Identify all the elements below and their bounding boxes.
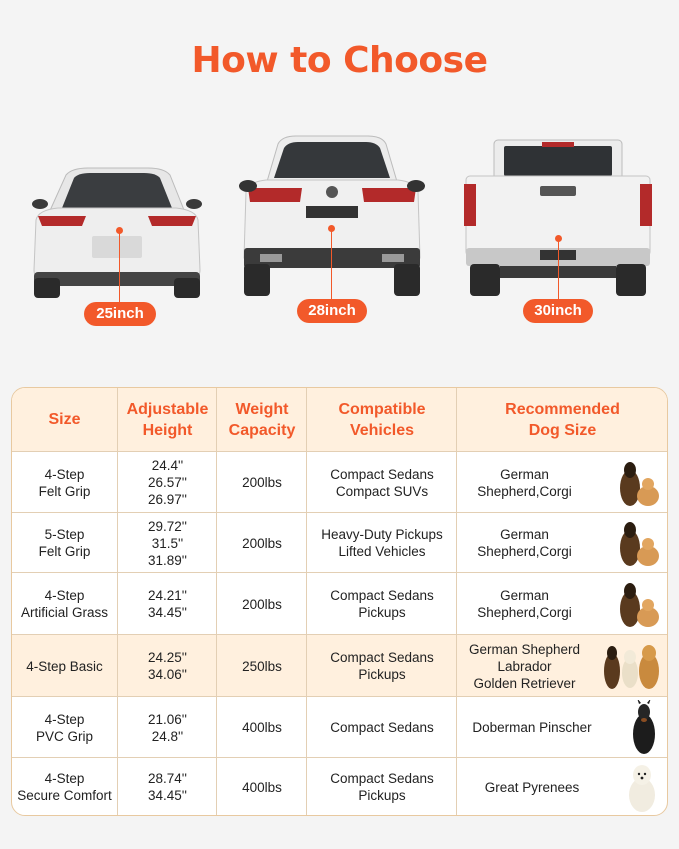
- height-cell: 21.06'' 24.8'': [117, 697, 217, 758]
- pickup-height-label: 30inch: [523, 299, 593, 323]
- height-cell: 24.25'' 34.06'': [117, 635, 217, 697]
- size-cell: 4-Step Artificial Grass: [20, 588, 108, 620]
- size-cell: 4-Step Basic: [26, 658, 103, 674]
- size-cell: 4-Step Secure Comfort: [17, 771, 112, 803]
- size-cell: 5-Step Felt Grip: [38, 527, 91, 559]
- table-row: [12, 696, 667, 758]
- dog-photo: [622, 761, 662, 813]
- vehicles-cell: Compact Sedans Compact SUVs: [306, 452, 457, 513]
- dog-cell: [456, 513, 668, 573]
- vehicles-cell: Compact Sedans Pickups: [306, 573, 457, 635]
- size-cell: 4-Step PVC Grip: [35, 711, 93, 744]
- dog-photo: [616, 579, 662, 629]
- dog-cell: [456, 635, 668, 697]
- vehicles-cell: Compact Sedans Pickups: [306, 758, 457, 816]
- header-vehicles: Compatible Vehicles: [306, 388, 457, 451]
- height-cell: 24.21'' 34.45'': [117, 573, 217, 635]
- header-height: Adjustable Height: [117, 388, 217, 451]
- header-size: Size: [48, 411, 81, 428]
- dog-cell: [456, 573, 668, 635]
- dog-photo: [616, 518, 662, 568]
- header-dog-size: Recommended Dog Size: [456, 388, 668, 451]
- weight-cell: 400lbs: [216, 697, 307, 758]
- height-cell: 24.4'' 26.57'' 26.97'': [117, 452, 217, 513]
- dog-photo: [626, 700, 662, 756]
- height-cell: 29.72'' 31.5'' 31.89'': [117, 513, 217, 573]
- dog-cell: [456, 452, 668, 513]
- dog-text: German Shepherd,Corgi: [477, 588, 572, 620]
- table-row: [12, 572, 667, 635]
- pickup-height-marker: [558, 238, 559, 300]
- suv-image: [236, 130, 428, 300]
- table-row: [12, 451, 667, 513]
- weight-cell: 200lbs: [216, 452, 307, 513]
- dog-photo: [616, 458, 662, 508]
- dog-text: German Shepherd,Corgi: [477, 527, 572, 559]
- dog-text: German Shepherd Labrador Golden Retriever: [468, 641, 581, 691]
- sedan-height-label: 25inch: [84, 302, 156, 326]
- table-row: [12, 512, 667, 573]
- weight-cell: 250lbs: [216, 635, 307, 697]
- dog-cell: [456, 758, 668, 816]
- header-weight: Weight Capacity: [216, 388, 307, 451]
- table-header-row: [12, 388, 667, 451]
- dog-cell: [456, 697, 668, 758]
- weight-cell: 200lbs: [216, 513, 307, 573]
- table-row: [12, 757, 667, 816]
- suv-height-marker: [331, 228, 332, 300]
- vehicles-cell: Compact Sedans Pickups: [306, 635, 457, 697]
- suv-height-label: 28inch: [297, 299, 367, 323]
- weight-cell: 200lbs: [216, 573, 307, 635]
- comparison-table: [11, 387, 668, 816]
- vehicles-cell: Heavy-Duty Pickups Lifted Vehicles: [306, 513, 457, 573]
- page-title: How to Choose: [191, 40, 488, 81]
- size-cell: 4-Step Felt Grip: [38, 466, 91, 499]
- table-row-highlighted: [12, 634, 667, 697]
- vehicles-cell: Compact Sedans: [306, 697, 457, 758]
- dog-text: Doberman Pinscher: [472, 720, 592, 735]
- dog-text: German Shepherd,Corgi: [477, 466, 572, 499]
- height-cell: 28.74'' 34.45'': [117, 758, 217, 816]
- dog-photo: [602, 639, 662, 693]
- dog-text: Great Pyrenees: [484, 779, 580, 795]
- weight-cell: 400lbs: [216, 758, 307, 816]
- sedan-height-marker: [119, 230, 120, 303]
